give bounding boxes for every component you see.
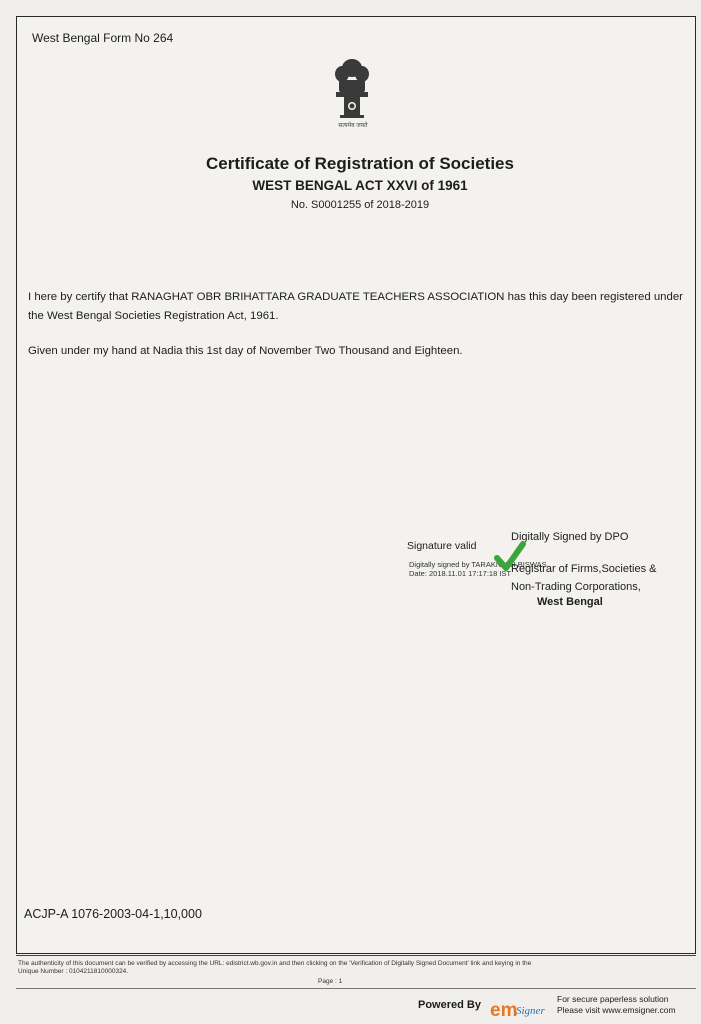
digitally-signed-dpo: Digitally Signed by DPO bbox=[511, 531, 629, 543]
given-under-paragraph: Given under my hand at Nadia this 1st day of November Two Thousand and Eighteen. bbox=[28, 345, 463, 357]
emsigner-logo bbox=[489, 995, 551, 1021]
footer-divider bbox=[16, 955, 696, 956]
certification-paragraph: I here by certify that RANAGHAT OBR BRIHATTARA GRADUATE TEACHERS ASSOCIATION has this day been registered under the West Bengal Societies Registration Act, 1961. bbox=[28, 291, 683, 322]
authenticity-note bbox=[18, 960, 694, 976]
registrar-block bbox=[511, 560, 656, 596]
registrar-line-2: Non-Trading Corporations, bbox=[511, 581, 641, 593]
secure-solution-text bbox=[557, 994, 676, 1016]
registrar-state: West Bengal bbox=[537, 596, 603, 608]
page-number: Page : 1 bbox=[318, 978, 343, 985]
registration-number: No. S0001255 of 2018-2019 bbox=[290, 199, 430, 211]
emblem-caption: सत्यमेव जयते bbox=[338, 123, 368, 129]
registrar-line-1: Registrar of Firms,Societies & bbox=[511, 563, 657, 575]
powered-by-label: Powered By bbox=[418, 999, 481, 1011]
signed-by-line: Digitally signed by TARAKNATH BISWAS bbox=[409, 560, 547, 569]
signature-check-icon bbox=[494, 540, 526, 574]
emsigner-logo-signer: Signer bbox=[516, 1005, 545, 1017]
act-title: WEST BENGAL ACT XXVI of 1961 bbox=[252, 178, 468, 193]
signature-valid-text: Signature valid bbox=[407, 540, 477, 552]
certificate-title: Certificate of Registration of Societies bbox=[206, 154, 514, 173]
document-code: ACJP-A 1076-2003-04-1,10,000 bbox=[24, 907, 202, 921]
secure-line-2: Please visit www.emsigner.com bbox=[557, 1005, 676, 1015]
secure-line-1: For secure paperless solution bbox=[557, 994, 669, 1004]
page-divider bbox=[16, 988, 696, 989]
emsigner-logo-em: em bbox=[490, 1000, 518, 1021]
signature-date-line: Date: 2018.11.01 17:17:18 IST bbox=[409, 569, 512, 578]
form-number: West Bengal Form No 264 bbox=[32, 31, 174, 45]
authenticity-line-2: Unique Number : 0104211810000324. bbox=[18, 968, 129, 975]
authenticity-line-1: The authenticity of this document can be verified by accessing the URL: edistrict.wb.gov.in and then clicking on the 'Verification of Digitally Signed Document' link and keying in the bbox=[18, 960, 532, 967]
